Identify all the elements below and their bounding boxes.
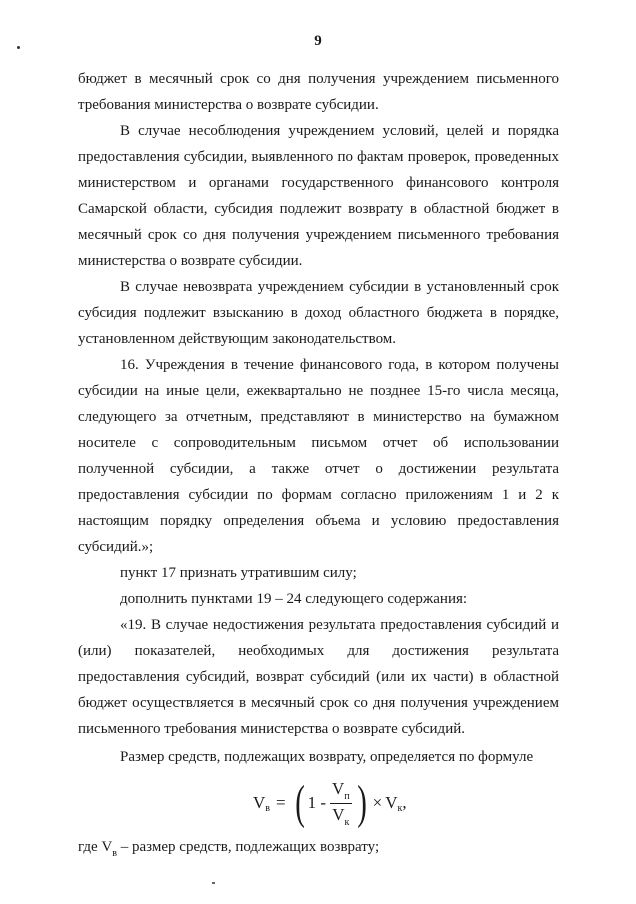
- formula-rhs: V: [385, 793, 398, 812]
- page-number: 9: [314, 33, 322, 49]
- paragraph-5: пункт 17 признать утратившим силу;: [120, 565, 357, 581]
- paragraph-3: В случае невозврата учреждением субсидии в установленный срок субсидия подлежит взысканию в доход областного бюджета в порядке, установленном действующим законодательством.: [78, 279, 559, 347]
- scan-speck: [212, 882, 215, 884]
- paragraph-8: Размер средств, подлежащих возврату, определяется по формуле: [120, 749, 534, 765]
- paragraph-6: дополнить пунктами 19 – 24 следующего содержания:: [120, 591, 468, 607]
- paragraph-4: 16. Учреждения в течение финансового года, в котором получены субсидии на иные цели, ежеквартально не позднее 15-го числа месяца, следующего за отчетным, представляют в министерство на бумажном носителе с сопроводительным письмом отчет об использовании полученной субсидии, а также отчет о достижении результата предоставления субсидии по формам согласно приложениям 1 и 2 к настоящим порядку определения объема и условию предоставления субсидий.»;: [78, 357, 559, 555]
- formula-close-paren: ): [356, 776, 367, 829]
- formula-numerator: $V_п$: [332, 778, 350, 802]
- formula: [253, 773, 407, 833]
- paragraph-7: «19. В случае недостижения результата предоставления субсидий и (или) показателей, необходимых для достижения результата предоставления субсидий, возврат субсидий (или их части) в областной бюджет осуществляется в месячный срок со дня получения учреждением письменного требования министерства о возврате субсидий.: [78, 617, 559, 737]
- formula-one-minus: 1 -: [307, 793, 327, 812]
- formula-lhs-sub: в: [265, 802, 271, 814]
- formula-block: [0, 773, 636, 833]
- formula-denominator: $V_к$: [332, 804, 350, 828]
- body-text: [78, 66, 559, 770]
- after-formula-text: [78, 834, 559, 862]
- formula-equals: =: [276, 793, 286, 812]
- formula-tail: ,: [402, 793, 407, 812]
- formula-rhs-sub: к: [397, 802, 403, 814]
- formula-fraction: [330, 778, 352, 829]
- paragraph-1: бюджет в месячный срок со дня получения учреждением письменного требования министерства о возврате субсидии.: [78, 71, 559, 113]
- definition-line: где $V_в$ – размер средств, подлежащих возврату;: [78, 839, 380, 859]
- formula-times: ×: [372, 793, 383, 812]
- formula-lhs: V: [253, 793, 266, 812]
- formula-open-paren: (: [294, 776, 305, 829]
- paragraph-2: В случае несоблюдения учреждением условий, целей и порядка предоставления субсидии, выявленного по фактам проверок, проведенных министерством и органами государственного финансового контроля Самарской области, субсидия подлежит возврату в областной бюджет в месячный срок со дня получения учреждением письменного требования министерства о возврате субсидии.: [78, 123, 559, 269]
